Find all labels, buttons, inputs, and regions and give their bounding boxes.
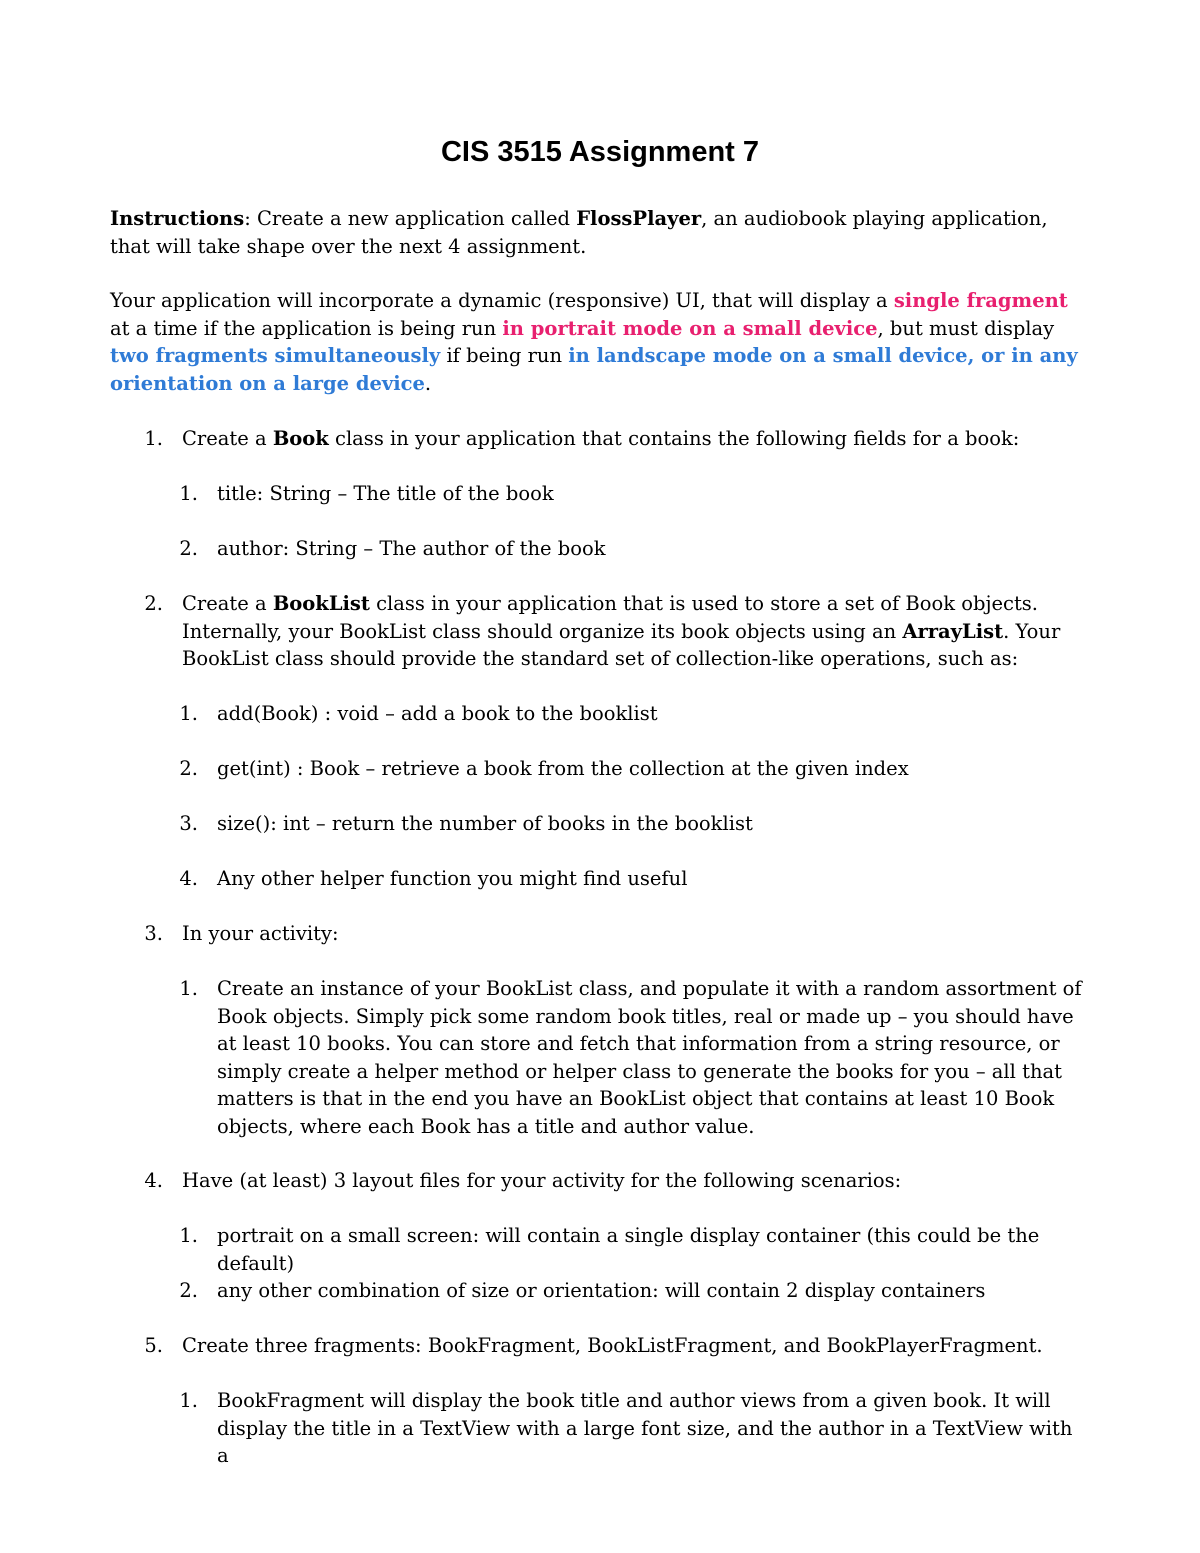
- sub-list-text: size(): int – return the number of books in the booklist: [217, 812, 753, 835]
- intro-text-5: .: [424, 371, 432, 395]
- list-item-text: [182, 425, 1082, 453]
- sub-list-number: 2.: [179, 537, 198, 560]
- sub-list-text: any other combination of size or orientation: will contain 2 display containers: [217, 1279, 986, 1302]
- sub-list-text: author: String – The author of the book: [217, 537, 606, 560]
- list-number: 3.: [144, 922, 163, 945]
- list-item-text: Have (at least) 3 layout files for your activity for the following scenarios:: [182, 1169, 902, 1192]
- list-text-pre: Create a: [182, 592, 273, 615]
- instructions-paragraph: [110, 205, 1090, 260]
- class-name-booklist: BookList: [272, 592, 370, 615]
- sub-list-text: portrait on a small screen: will contain a single display container (this could be the default): [217, 1224, 1040, 1275]
- intro-paragraph: [110, 287, 1090, 397]
- sub-list-text: Create an instance of your BookList class, and populate it with a random assortment of Book objects. Simply pick some random book titles, real or made up – you should have at least 10 books. You can store and fetch that information from a string resource, or simply create a helper method or helper class to generate the books for you – all that matters is that in the end you have an BookList object that contains at least 10 Book objects, where each Book has a title and author value.: [217, 977, 1082, 1138]
- sub-list-number: 4.: [179, 867, 198, 890]
- app-name: FlossPlayer: [576, 207, 702, 230]
- sub-list-number: 2.: [179, 1279, 198, 1302]
- list-number: 5.: [144, 1334, 163, 1357]
- list-number: 2.: [144, 592, 163, 615]
- list-text-post: class in your application that contains the following fields for a book:: [328, 427, 1020, 450]
- sub-list-number: 3.: [179, 812, 198, 835]
- list-text-post: . Your BookList class should provide the standard set of collection-like operations, such as:: [182, 619, 1061, 670]
- intro-text-1: Your application will incorporate a dynamic (responsive) UI, that will display a: [110, 289, 894, 312]
- sub-list-text: title: String – The title of the book: [217, 482, 554, 505]
- sub-list-number: 1.: [179, 702, 198, 725]
- instructions-text-1: : Create a new application called: [244, 207, 577, 230]
- sub-list-number: 1.: [179, 1224, 198, 1247]
- list-text-mid: class in your application that is used to store a set of Book objects. Internally, your BookList class should organize its book objects using an: [182, 592, 1039, 643]
- list-item-text: Create three fragments: BookFragment, BookListFragment, and BookPlayerFragment.: [182, 1334, 1043, 1357]
- sub-list-text: add(Book) : void – add a book to the booklist: [217, 702, 658, 725]
- list-text-pre: Create a: [182, 427, 273, 450]
- sub-list-text: Any other helper function you might find useful: [217, 867, 688, 890]
- sub-list-number: 1.: [179, 1389, 198, 1412]
- page-title: CIS 3515 Assignment 7: [440, 136, 760, 168]
- class-name-arraylist: ArrayList: [902, 619, 1004, 643]
- sub-list-text: get(int) : Book – retrieve a book from the collection at the given index: [217, 757, 909, 780]
- highlight-single-fragment: single fragment: [893, 289, 1068, 312]
- highlight-portrait-mode: in portrait mode on a small device: [502, 316, 878, 340]
- list-number: 4.: [144, 1169, 163, 1192]
- sub-list-number: 1.: [179, 977, 198, 1000]
- sub-list-number: 1.: [179, 482, 198, 505]
- class-name-book: Book: [272, 427, 329, 450]
- sub-list-text: BookFragment will display the book title and author views from a given book. It will display the title in a TextView with a large font size, and the author in a TextView with a: [217, 1389, 1073, 1467]
- intro-text-3: , but must display: [877, 316, 1055, 340]
- instructions-text-2: , an audiobook playing application, that will take shape over the next 4 assignment.: [110, 207, 1048, 258]
- sub-list-number: 2.: [179, 757, 198, 780]
- list-item-text: In your activity:: [182, 922, 339, 945]
- instructions-label: Instructions: [110, 207, 245, 230]
- list-item-text: [182, 590, 1082, 673]
- highlight-two-fragments: two fragments simultaneously: [110, 344, 441, 367]
- highlight-landscape-mode: in landscape mode on a small device, or in any orientation on a large device: [110, 344, 1078, 395]
- intro-text-2: at a time if the application is being run: [110, 316, 503, 340]
- list-number: 1.: [144, 427, 163, 450]
- intro-text-4: if being run: [440, 344, 569, 367]
